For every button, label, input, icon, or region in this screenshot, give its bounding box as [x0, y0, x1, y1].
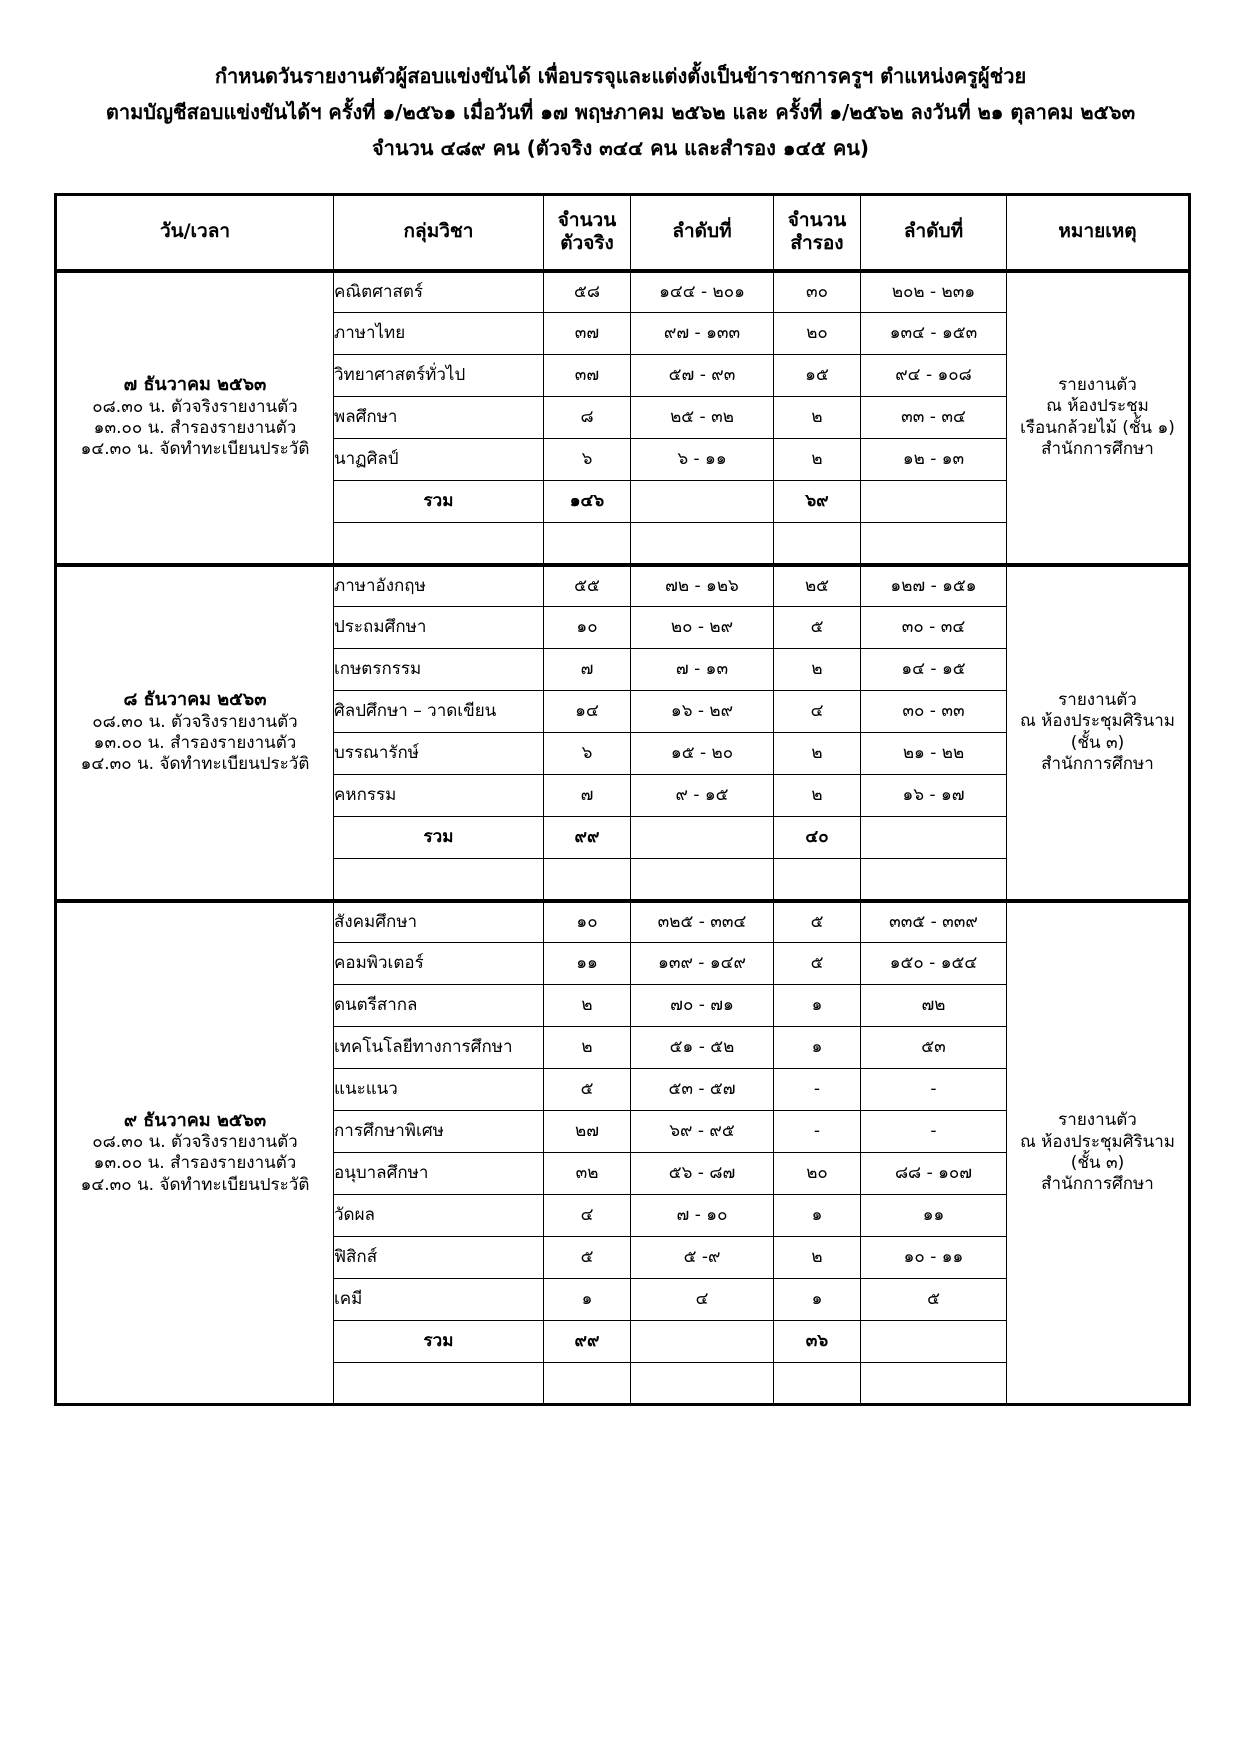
col-reserve-count-line1: จำนวน	[787, 208, 847, 231]
note-line: (ชั้น ๓)	[1070, 1152, 1125, 1173]
subject-cell: ภาษาอังกฤษ	[334, 565, 544, 607]
empty-cell	[334, 1363, 544, 1405]
note-cell	[1007, 565, 1190, 901]
reserve-order-cell: ๗๒	[861, 985, 1007, 1027]
reserve-order-cell: ๑๐ - ๑๑	[861, 1237, 1007, 1279]
reserve-count-cell: ๒	[774, 397, 861, 439]
reserve-order-cell: ๓๓๕ - ๓๓๙	[861, 901, 1007, 943]
reserve-order-cell: ๑๔ - ๑๕	[861, 649, 1007, 691]
note-line: สำนักการศึกษา	[1041, 753, 1154, 774]
report-time: ๐๘.๓๐ น. ตัวจริงรายงานตัว	[92, 1132, 298, 1153]
real-order-cell: ๖๙ - ๙๕	[631, 1111, 774, 1153]
subject-cell: แนะแนว	[334, 1069, 544, 1111]
reserve-order-cell: ๑๕๐ - ๑๕๔	[861, 943, 1007, 985]
real-count-cell: ๔	[544, 1195, 631, 1237]
empty-cell	[631, 1363, 774, 1405]
note-cell	[1007, 271, 1190, 565]
document-header	[0, 58, 1241, 166]
empty-cell	[544, 523, 631, 565]
report-date: ๗ ธันวาคม ๒๕๖๓	[123, 374, 267, 396]
reserve-order-cell: ๓๐ - ๓๔	[861, 607, 1007, 649]
report-time: ๑๔.๓๐ น. จัดทำทะเบียนประวัติ	[80, 439, 310, 460]
reserve-count-cell: ๔	[774, 691, 861, 733]
reserve-order-cell: ๑๓๔ - ๑๕๓	[861, 313, 1007, 355]
reserve-count-cell: ๕	[774, 901, 861, 943]
reserve-count-cell: ๒๐	[774, 313, 861, 355]
real-order-cell: ๗๒ - ๑๒๖	[631, 565, 774, 607]
real-count-cell: ๕๕	[544, 565, 631, 607]
subject-cell: อนุบาลศึกษา	[334, 1153, 544, 1195]
subject-cell: บรรณารักษ์	[334, 733, 544, 775]
reserve-count-cell: ๒	[774, 775, 861, 817]
total-real: ๙๙	[544, 817, 631, 859]
real-count-cell: ๕	[544, 1237, 631, 1279]
subject-cell: ประถมศึกษา	[334, 607, 544, 649]
real-count-cell: ๒	[544, 1027, 631, 1069]
col-group: กลุ่มวิชา	[334, 195, 544, 271]
real-order-cell: ๒๐ - ๒๙	[631, 607, 774, 649]
reserve-order-cell: ๙๔ - ๑๐๘	[861, 355, 1007, 397]
subject-cell: คอมพิวเตอร์	[334, 943, 544, 985]
note-line: ณ ห้องประชุม	[1046, 396, 1149, 417]
header-row	[56, 195, 1190, 271]
real-count-cell: ๗	[544, 649, 631, 691]
reserve-order-cell: ๕๓	[861, 1027, 1007, 1069]
subject-cell: คณิตศาสตร์	[334, 271, 544, 313]
total-real: ๑๔๖	[544, 481, 631, 523]
reserve-count-cell: ๕	[774, 607, 861, 649]
title-line-2: ตามบัญชีสอบแข่งขันได้ฯ ครั้งที่ ๑/๒๕๖๑ เมื่อวันที่ ๑๗ พฤษภาคม ๒๕๖๒ และ ครั้งที่ ๑/๒๕๖๒ ลงวันที่ ๒๑ ตุลาคม ๒๕๖๓	[105, 100, 1136, 124]
empty-cell	[334, 859, 544, 901]
reserve-count-cell: -	[774, 1069, 861, 1111]
reserve-order-cell: -	[861, 1111, 1007, 1153]
subject-cell: เทคโนโลยีทางการศึกษา	[334, 1027, 544, 1069]
reserve-order-cell: ๑๒๗ - ๑๕๑	[861, 565, 1007, 607]
col-real-order: ลำดับที่	[631, 195, 774, 271]
real-order-cell: ๗๐ - ๗๑	[631, 985, 774, 1027]
real-order-cell: ๕ -๙	[631, 1237, 774, 1279]
report-time: ๑๔.๓๐ น. จัดทำทะเบียนประวัติ	[80, 754, 310, 775]
note-line: เรือนกล้วยไม้ (ชั้น ๑)	[1020, 417, 1175, 438]
reserve-order-cell: -	[861, 1069, 1007, 1111]
reserve-count-cell: ๒	[774, 439, 861, 481]
col-reserve-count-line2: สำรอง	[790, 232, 844, 255]
total-reserve: ๓๖	[774, 1321, 861, 1363]
real-order-cell: ๔	[631, 1279, 774, 1321]
real-count-cell: ๖	[544, 439, 631, 481]
col-reserve-order: ลำดับที่	[861, 195, 1007, 271]
report-schedule-table	[54, 193, 1191, 1406]
reserve-order-cell: ๒๑ - ๒๒	[861, 733, 1007, 775]
real-count-cell: ๑๔	[544, 691, 631, 733]
empty-cell	[861, 859, 1007, 901]
real-order-cell: ๑๓๙ - ๑๔๙	[631, 943, 774, 985]
empty-cell	[334, 523, 544, 565]
real-order-cell: ๖ - ๑๑	[631, 439, 774, 481]
subject-cell: คหกรรม	[334, 775, 544, 817]
col-reserve-count	[774, 195, 861, 271]
reserve-count-cell: ๒	[774, 733, 861, 775]
report-time: ๐๘.๓๐ น. ตัวจริงรายงานตัว	[92, 711, 298, 732]
note-cell	[1007, 901, 1190, 1405]
table-row	[56, 271, 1190, 313]
real-count-cell: ๖	[544, 733, 631, 775]
reserve-order-cell: ๑๒ - ๑๓	[861, 439, 1007, 481]
real-count-cell: ๑	[544, 1279, 631, 1321]
subject-cell: ภาษาไทย	[334, 313, 544, 355]
real-count-cell: ๕	[544, 1069, 631, 1111]
title-line-1: กำหนดวันรายงานตัวผู้สอบแข่งขันได้ เพื่อบรรจุและแต่งตั้งเป็นข้าราชการครูฯ ตำแหน่งครูผู้ช่วย	[214, 64, 1027, 88]
real-order-cell: ๑๕ - ๒๐	[631, 733, 774, 775]
note-line: สำนักการศึกษา	[1041, 438, 1154, 459]
reserve-count-cell: ๑๕	[774, 355, 861, 397]
subject-cell: เคมี	[334, 1279, 544, 1321]
note-line: รายงานตัว	[1058, 690, 1137, 710]
subject-cell: สังคมศึกษา	[334, 901, 544, 943]
real-count-cell: ๘	[544, 397, 631, 439]
empty-cell	[631, 1321, 774, 1363]
real-count-cell: ๑๐	[544, 901, 631, 943]
real-count-cell: ๑๐	[544, 607, 631, 649]
real-order-cell: ๑๖ - ๒๙	[631, 691, 774, 733]
col-real-count	[544, 195, 631, 271]
report-time: ๑๓.๐๐ น. สำรองรายงานตัว	[93, 733, 297, 754]
empty-cell	[861, 817, 1007, 859]
empty-cell	[631, 817, 774, 859]
note-line: (ชั้น ๓)	[1070, 732, 1125, 753]
real-order-cell: ๙๗ - ๑๓๓	[631, 313, 774, 355]
report-date: ๙ ธันวาคม ๒๕๖๓	[123, 1109, 267, 1131]
subject-cell: ศิลปศึกษา – วาดเขียน	[334, 691, 544, 733]
empty-cell	[861, 523, 1007, 565]
total-reserve: ๖๙	[774, 481, 861, 523]
reserve-order-cell: ๒๐๒ - ๒๓๑	[861, 271, 1007, 313]
empty-cell	[631, 859, 774, 901]
note-line: รายงานตัว	[1058, 375, 1137, 395]
subject-cell: วิทยาศาสตร์ทั่วไป	[334, 355, 544, 397]
empty-cell	[544, 1363, 631, 1405]
table-row	[56, 565, 1190, 607]
reserve-count-cell: ๒๕	[774, 565, 861, 607]
report-time: ๑๓.๐๐ น. สำรองรายงานตัว	[93, 1153, 297, 1174]
total-label: รวม	[334, 817, 544, 859]
empty-cell	[774, 523, 861, 565]
real-order-cell: ๗ - ๑๐	[631, 1195, 774, 1237]
empty-cell	[861, 1321, 1007, 1363]
reserve-count-cell: -	[774, 1111, 861, 1153]
subject-cell: ดนตรีสากล	[334, 985, 544, 1027]
reserve-order-cell: ๑๑	[861, 1195, 1007, 1237]
col-date: วัน/เวลา	[56, 195, 334, 271]
col-note: หมายเหตุ	[1007, 195, 1190, 271]
date-time-cell	[56, 901, 334, 1405]
empty-cell	[861, 1363, 1007, 1405]
real-count-cell: ๒๗	[544, 1111, 631, 1153]
total-label: รวม	[334, 1321, 544, 1363]
reserve-count-cell: ๕	[774, 943, 861, 985]
empty-cell	[631, 523, 774, 565]
real-count-cell: ๒	[544, 985, 631, 1027]
reserve-count-cell: ๒	[774, 649, 861, 691]
note-line: รายงานตัว	[1058, 1110, 1137, 1131]
reserve-count-cell: ๑	[774, 1279, 861, 1321]
subject-cell: การศึกษาพิเศษ	[334, 1111, 544, 1153]
reserve-order-cell: ๘๘ - ๑๐๗	[861, 1153, 1007, 1195]
real-order-cell: ๒๕ - ๓๒	[631, 397, 774, 439]
reserve-count-cell: ๓๐	[774, 271, 861, 313]
subject-cell: วัดผล	[334, 1195, 544, 1237]
reserve-order-cell: ๑๖ - ๑๗	[861, 775, 1007, 817]
note-line: ณ ห้องประชุมศิรินาม	[1020, 711, 1175, 732]
real-order-cell: ๕๖ - ๘๗	[631, 1153, 774, 1195]
reserve-count-cell: ๒๐	[774, 1153, 861, 1195]
real-order-cell: ๓๒๕ - ๓๓๔	[631, 901, 774, 943]
date-time-cell	[56, 271, 334, 565]
empty-cell	[774, 1363, 861, 1405]
real-count-cell: ๗	[544, 775, 631, 817]
subject-cell: ฟิสิกส์	[334, 1237, 544, 1279]
reserve-order-cell: ๓๓ - ๓๔	[861, 397, 1007, 439]
real-order-cell: ๙ - ๑๕	[631, 775, 774, 817]
report-date: ๘ ธันวาคม ๒๕๖๓	[123, 689, 267, 711]
real-order-cell: ๑๔๔ - ๒๐๑	[631, 271, 774, 313]
empty-cell	[861, 481, 1007, 523]
table-row	[56, 901, 1190, 943]
date-time-cell	[56, 565, 334, 901]
real-count-cell: ๑๑	[544, 943, 631, 985]
note-line: สำนักการศึกษา	[1041, 1174, 1154, 1194]
total-label: รวม	[334, 481, 544, 523]
real-order-cell: ๕๑ - ๕๒	[631, 1027, 774, 1069]
note-line: ณ ห้องประชุมศิรินาม	[1020, 1131, 1175, 1152]
report-time: ๑๔.๓๐ น. จัดทำทะเบียนประวัติ	[80, 1174, 310, 1195]
subject-cell: พลศึกษา	[334, 397, 544, 439]
real-count-cell: ๓๗	[544, 313, 631, 355]
col-real-count-line1: จำนวน	[557, 208, 617, 231]
reserve-count-cell: ๑	[774, 1195, 861, 1237]
real-order-cell: ๗ - ๑๓	[631, 649, 774, 691]
empty-cell	[631, 481, 774, 523]
report-time: ๑๓.๐๐ น. สำรองรายงานตัว	[93, 418, 297, 439]
reserve-count-cell: ๑	[774, 1027, 861, 1069]
total-reserve: ๔๐	[774, 817, 861, 859]
real-order-cell: ๕๗ - ๙๓	[631, 355, 774, 397]
real-count-cell: ๓๗	[544, 355, 631, 397]
subject-cell: เกษตรกรรม	[334, 649, 544, 691]
title-line-3: จำนวน ๔๘๙ คน (ตัวจริง ๓๔๔ คน และสำรอง ๑๔๕ คน)	[371, 136, 870, 160]
real-count-cell: ๓๒	[544, 1153, 631, 1195]
real-order-cell: ๕๓ - ๕๗	[631, 1069, 774, 1111]
empty-cell	[774, 859, 861, 901]
report-time: ๐๘.๓๐ น. ตัวจริงรายงานตัว	[92, 396, 298, 417]
subject-cell: นาฏศิลป์	[334, 439, 544, 481]
reserve-count-cell: ๑	[774, 985, 861, 1027]
reserve-count-cell: ๒	[774, 1237, 861, 1279]
reserve-order-cell: ๓๐ - ๓๓	[861, 691, 1007, 733]
reserve-order-cell: ๕	[861, 1279, 1007, 1321]
col-real-count-line2: ตัวจริง	[560, 232, 614, 255]
empty-cell	[544, 859, 631, 901]
real-count-cell: ๕๘	[544, 271, 631, 313]
total-real: ๙๙	[544, 1321, 631, 1363]
